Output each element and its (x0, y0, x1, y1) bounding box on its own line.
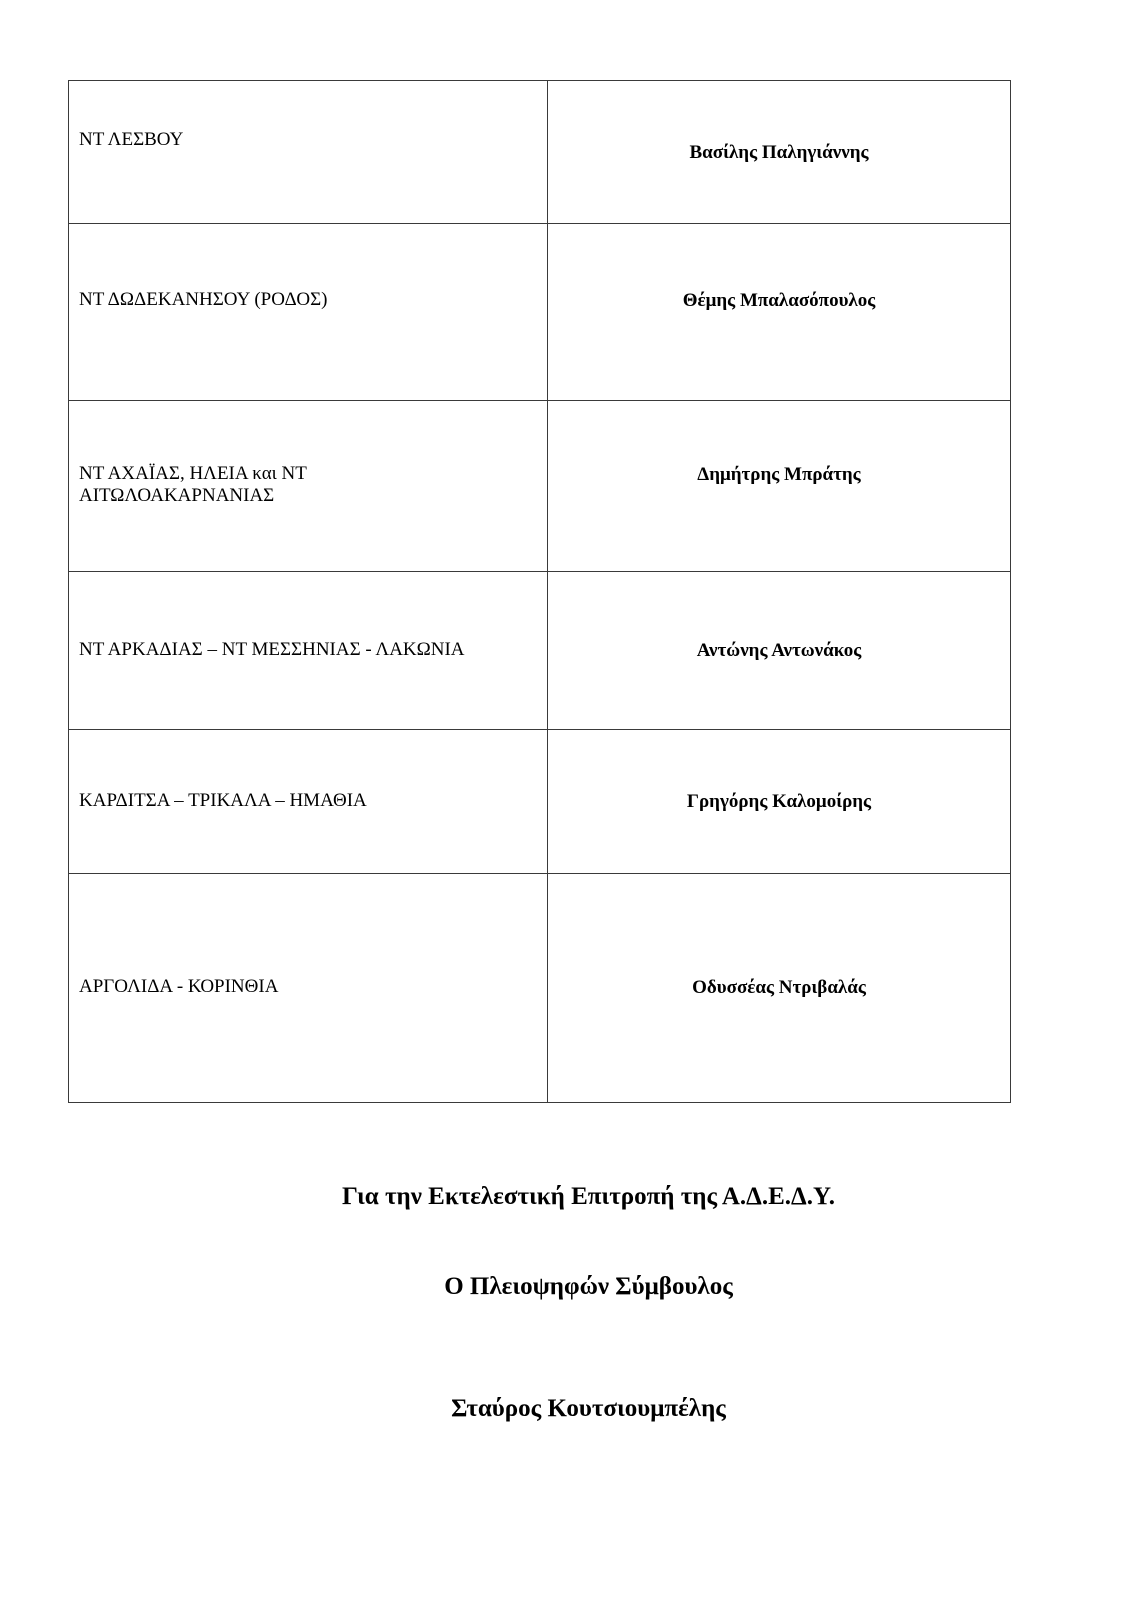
representative-cell (548, 572, 1011, 730)
signatory-role: Ο Πλειοψηφών Σύμβουλος (444, 1273, 733, 1300)
representative-cell (548, 81, 1011, 224)
region-cell (69, 401, 548, 572)
representative-cell (548, 730, 1011, 874)
representative-name: Οδυσσέας Ντριβαλάς (692, 977, 866, 998)
representative-name: Δημήτρης Μπράτης (697, 464, 861, 485)
region-name: ΑΡΓΟΛΙΔΑ - ΚΟΡΙΝΘΙΑ (79, 976, 279, 997)
committee-line: Για την Εκτελεστική Επιτροπή της Α.Δ.Ε.Δ.Υ. (342, 1183, 835, 1210)
region-name: ΝΤ ΑΧΑΪΑΣ, ΗΛΕΙΑ και ΝΤ ΑΙΤΩΛΟΑΚΑΡΝΑΝΙΑΣ (79, 463, 307, 506)
representative-cell (548, 401, 1011, 572)
region-cell (69, 572, 548, 730)
representative-cell (548, 224, 1011, 401)
table-row (69, 401, 1011, 572)
representative-cell (548, 874, 1011, 1103)
region-name: ΝΤ ΑΡΚΑΔΙΑΣ – ΝΤ ΜΕΣΣΗΝΙΑΣ - ΛΑΚΩΝΙΑ (79, 639, 465, 660)
region-name: ΝΤ ΔΩΔΕΚΑΝΗΣΟΥ (ΡΟΔΟΣ) (79, 289, 328, 310)
representative-name: Βασίλης Παληγιάννης (689, 142, 869, 163)
region-cell (69, 874, 548, 1103)
representative-name: Θέμης Μπαλασόπουλος (682, 290, 876, 311)
table-row (69, 874, 1011, 1103)
signatory-name: Σταύρος Κουτσιουμπέλης (451, 1395, 726, 1422)
table-row (69, 224, 1011, 401)
region-name: ΚΑΡΔΙΤΣΑ – ΤΡΙΚΑΛΑ – ΗΜΑΘΙΑ (79, 790, 367, 811)
region-cell (69, 224, 548, 401)
region-cell (69, 730, 548, 874)
table-row (69, 730, 1011, 874)
table-row (69, 572, 1011, 730)
representative-name: Αντώνης Αντωνάκος (696, 640, 862, 661)
representative-name: Γρηγόρης Καλομοίρης (686, 791, 872, 812)
representatives-table (68, 80, 1011, 1103)
region-cell (69, 81, 548, 224)
table-row (69, 81, 1011, 224)
region-name: ΝΤ ΛΕΣΒΟΥ (79, 129, 184, 150)
